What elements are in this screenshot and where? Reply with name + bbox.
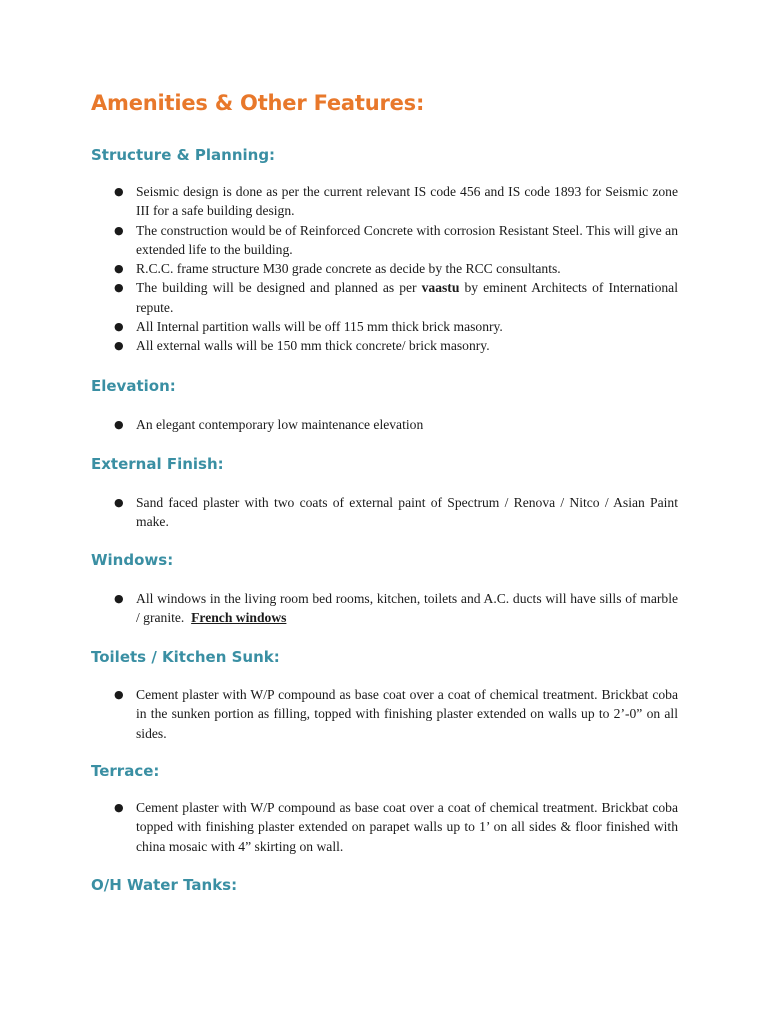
bullet-icon: ● <box>114 592 124 605</box>
bullet-list <box>112 415 678 434</box>
list-item <box>112 685 678 743</box>
page-title: Amenities & Other Features: <box>91 91 425 115</box>
bullet-icon: ● <box>114 418 124 431</box>
list-item-text: All Internal partition walls will be off 115 mm thick brick masonry. <box>136 319 503 335</box>
bullet-list <box>112 493 678 532</box>
section-heading: Windows: <box>91 551 174 569</box>
bullet-icon: ● <box>114 688 124 701</box>
list-item-text: Cement plaster with W/P compound as base coat over a coat of chemical treatment. Brickbat coba in the sunken portion as filling, topped with finishing plaster extended on walls up to 2’-0” on all sides. <box>136 687 678 741</box>
bullet-icon: ● <box>114 185 124 198</box>
bullet-list <box>112 798 678 856</box>
list-item <box>112 317 678 336</box>
list-item-text: Seismic design is done as per the current relevant IS code 456 and IS code 1893 for Seismic zone III for a safe building design. <box>136 184 678 219</box>
vaastu-emphasis: vaastu <box>421 280 460 296</box>
list-item-text: Sand faced plaster with two coats of external paint of Spectrum / Renova / Nitco / Asian Paint make. <box>136 495 678 530</box>
bullet-icon: ● <box>114 281 124 295</box>
list-item <box>112 415 678 434</box>
section-heading: External Finish: <box>91 455 224 473</box>
bullet-list <box>112 182 678 356</box>
section-heading: Terrace: <box>91 762 160 780</box>
bullet-list <box>112 685 678 743</box>
list-item <box>112 589 678 628</box>
list-item-text: by eminent Architects of International repute. <box>136 280 678 315</box>
list-item <box>112 221 678 260</box>
list-item-text: All windows in the living room bed rooms, kitchen, toilets and A.C. ducts will have sills of marble / granite. <box>136 591 678 626</box>
list-item-text: The construction would be of Reinforced Concrete with corrosion Resistant Steel. This will give an extended life to the building. <box>136 222 678 257</box>
bullet-icon: ● <box>114 223 124 237</box>
french-windows-link[interactable]: French windows <box>191 610 287 626</box>
section-heading: Structure & Planning: <box>91 146 276 164</box>
section-heading: Elevation: <box>91 377 176 395</box>
section-heading: O/H Water Tanks: <box>91 876 238 894</box>
section-heading: Toilets / Kitchen Sunk: <box>91 648 280 666</box>
list-item <box>112 798 678 856</box>
list-item <box>112 182 678 221</box>
list-item-text: An elegant contemporary low maintenance elevation <box>136 417 424 432</box>
list-item-text: R.C.C. frame structure M30 grade concrete as decide by the RCC consultants. <box>136 261 561 277</box>
list-item-text: Cement plaster with W/P compound as base coat over a coat of chemical treatment. Brickbat coba topped with finishing plaster extended on parapet walls up to 1’ on all sides & floor finished with china mosaic with 4” skirting on wall. <box>136 800 678 854</box>
list-item <box>112 278 678 317</box>
bullet-icon: ● <box>114 262 124 276</box>
bullet-icon: ● <box>114 801 124 814</box>
bullet-list <box>112 589 678 628</box>
list-item <box>112 336 678 355</box>
list-item-text: All external walls will be 150 mm thick concrete/ brick masonry. <box>136 338 490 354</box>
list-item <box>112 493 678 532</box>
bullet-icon: ● <box>114 339 124 353</box>
list-item-text: The building will be designed and planned as per <box>136 280 417 296</box>
bullet-icon: ● <box>114 496 124 509</box>
bullet-icon: ● <box>114 320 124 334</box>
list-item <box>112 259 678 278</box>
